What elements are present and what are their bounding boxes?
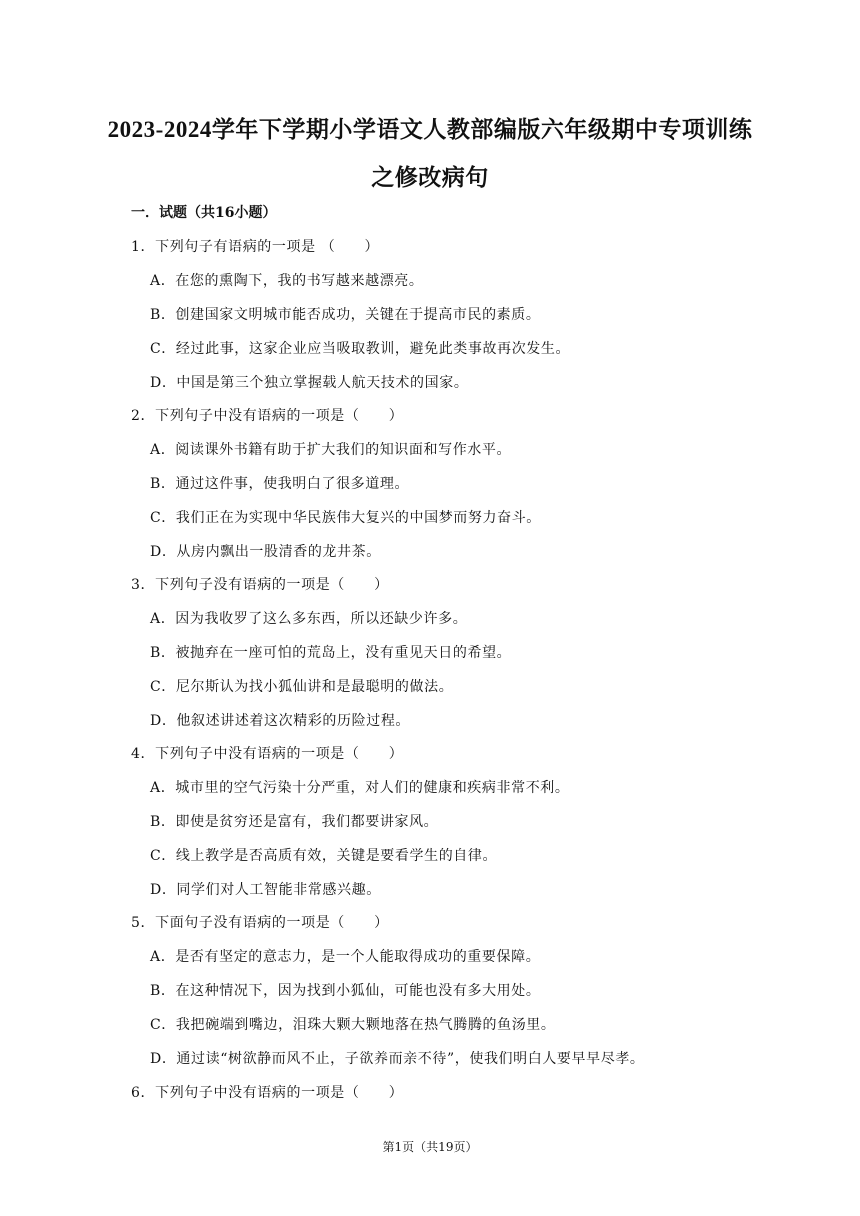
question-option: B．通过这件事，使我明白了很多道理。 (150, 476, 410, 492)
question-option: C．线上教学是否高质有效，关键是要看学生的自律。 (150, 848, 498, 864)
section-heading: 一．试题（共16小题） (131, 205, 277, 221)
question-option: D．他叙述讲述着这次精彩的历险过程。 (150, 713, 411, 729)
question-option: A．是否有坚定的意志力，是一个人能取得成功的重要保障。 (150, 949, 541, 965)
question-option: D．中国是第三个独立掌握载人航天技术的国家。 (150, 375, 469, 391)
question-stem: 1．下列句子有语病的一项是 （ ） (131, 239, 380, 255)
question-option: A．城市里的空气污染十分严重，对人们的健康和疾病非常不利。 (150, 780, 570, 796)
question-option: A．因为我收罗了这么多东西，所以还缺少许多。 (150, 611, 468, 627)
question-option: D．通过读“树欲静而风不止，子欲养而亲不待”，使我们明白人要早早尽孝。 (150, 1051, 645, 1067)
question-option: C．我们正在为实现中华民族伟大复兴的中国梦而努力奋斗。 (150, 510, 541, 526)
question-option: A．在您的熏陶下，我的书写越来越漂亮。 (150, 273, 424, 289)
question-option: C．我把碗端到嘴边，泪珠大颗大颗地落在热气腾腾的鱼汤里。 (150, 1017, 556, 1033)
question-stem: 3．下列句子没有语病的一项是（ ） (131, 577, 389, 593)
document-title-line-1: 2023-2024学年下学期小学语文人教部编版六年级期中专项训练 (107, 117, 753, 142)
question-option: B．即使是贫穷还是富有，我们都要讲家风。 (150, 814, 439, 830)
document-title-line-2: 之修改病句 (371, 165, 489, 190)
question-stem: 4．下列句子中没有语病的一项是（ ） (131, 746, 404, 762)
question-option: C．经过此事，这家企业应当吸取教训，避免此类事故再次发生。 (150, 341, 571, 357)
page-footer: 第1页（共19页） (382, 1140, 478, 1154)
question-option: D．从房内飘出一股清香的龙井茶。 (150, 544, 381, 560)
question-option: B．在这种情况下，因为找到小狐仙，可能也没有多大用处。 (150, 983, 541, 999)
question-option: A．阅读课外书籍有助于扩大我们的知识面和写作水平。 (150, 442, 512, 458)
question-stem: 2．下列句子中没有语病的一项是（ ） (131, 408, 404, 424)
question-option: C．尼尔斯认为找小狐仙讲和是最聪明的做法。 (150, 679, 454, 695)
question-option: B．创建国家文明城市能否成功，关键在于提高市民的素质。 (150, 307, 541, 323)
question-stem: 5．下面句子没有语病的一项是（ ） (131, 915, 389, 931)
question-option: D．同学们对人工智能非常感兴趣。 (150, 882, 381, 898)
question-option: B．被抛弃在一座可怕的荒岛上，没有重见天日的希望。 (150, 645, 512, 661)
question-stem: 6．下列句子中没有语病的一项是（ ） (131, 1085, 404, 1101)
